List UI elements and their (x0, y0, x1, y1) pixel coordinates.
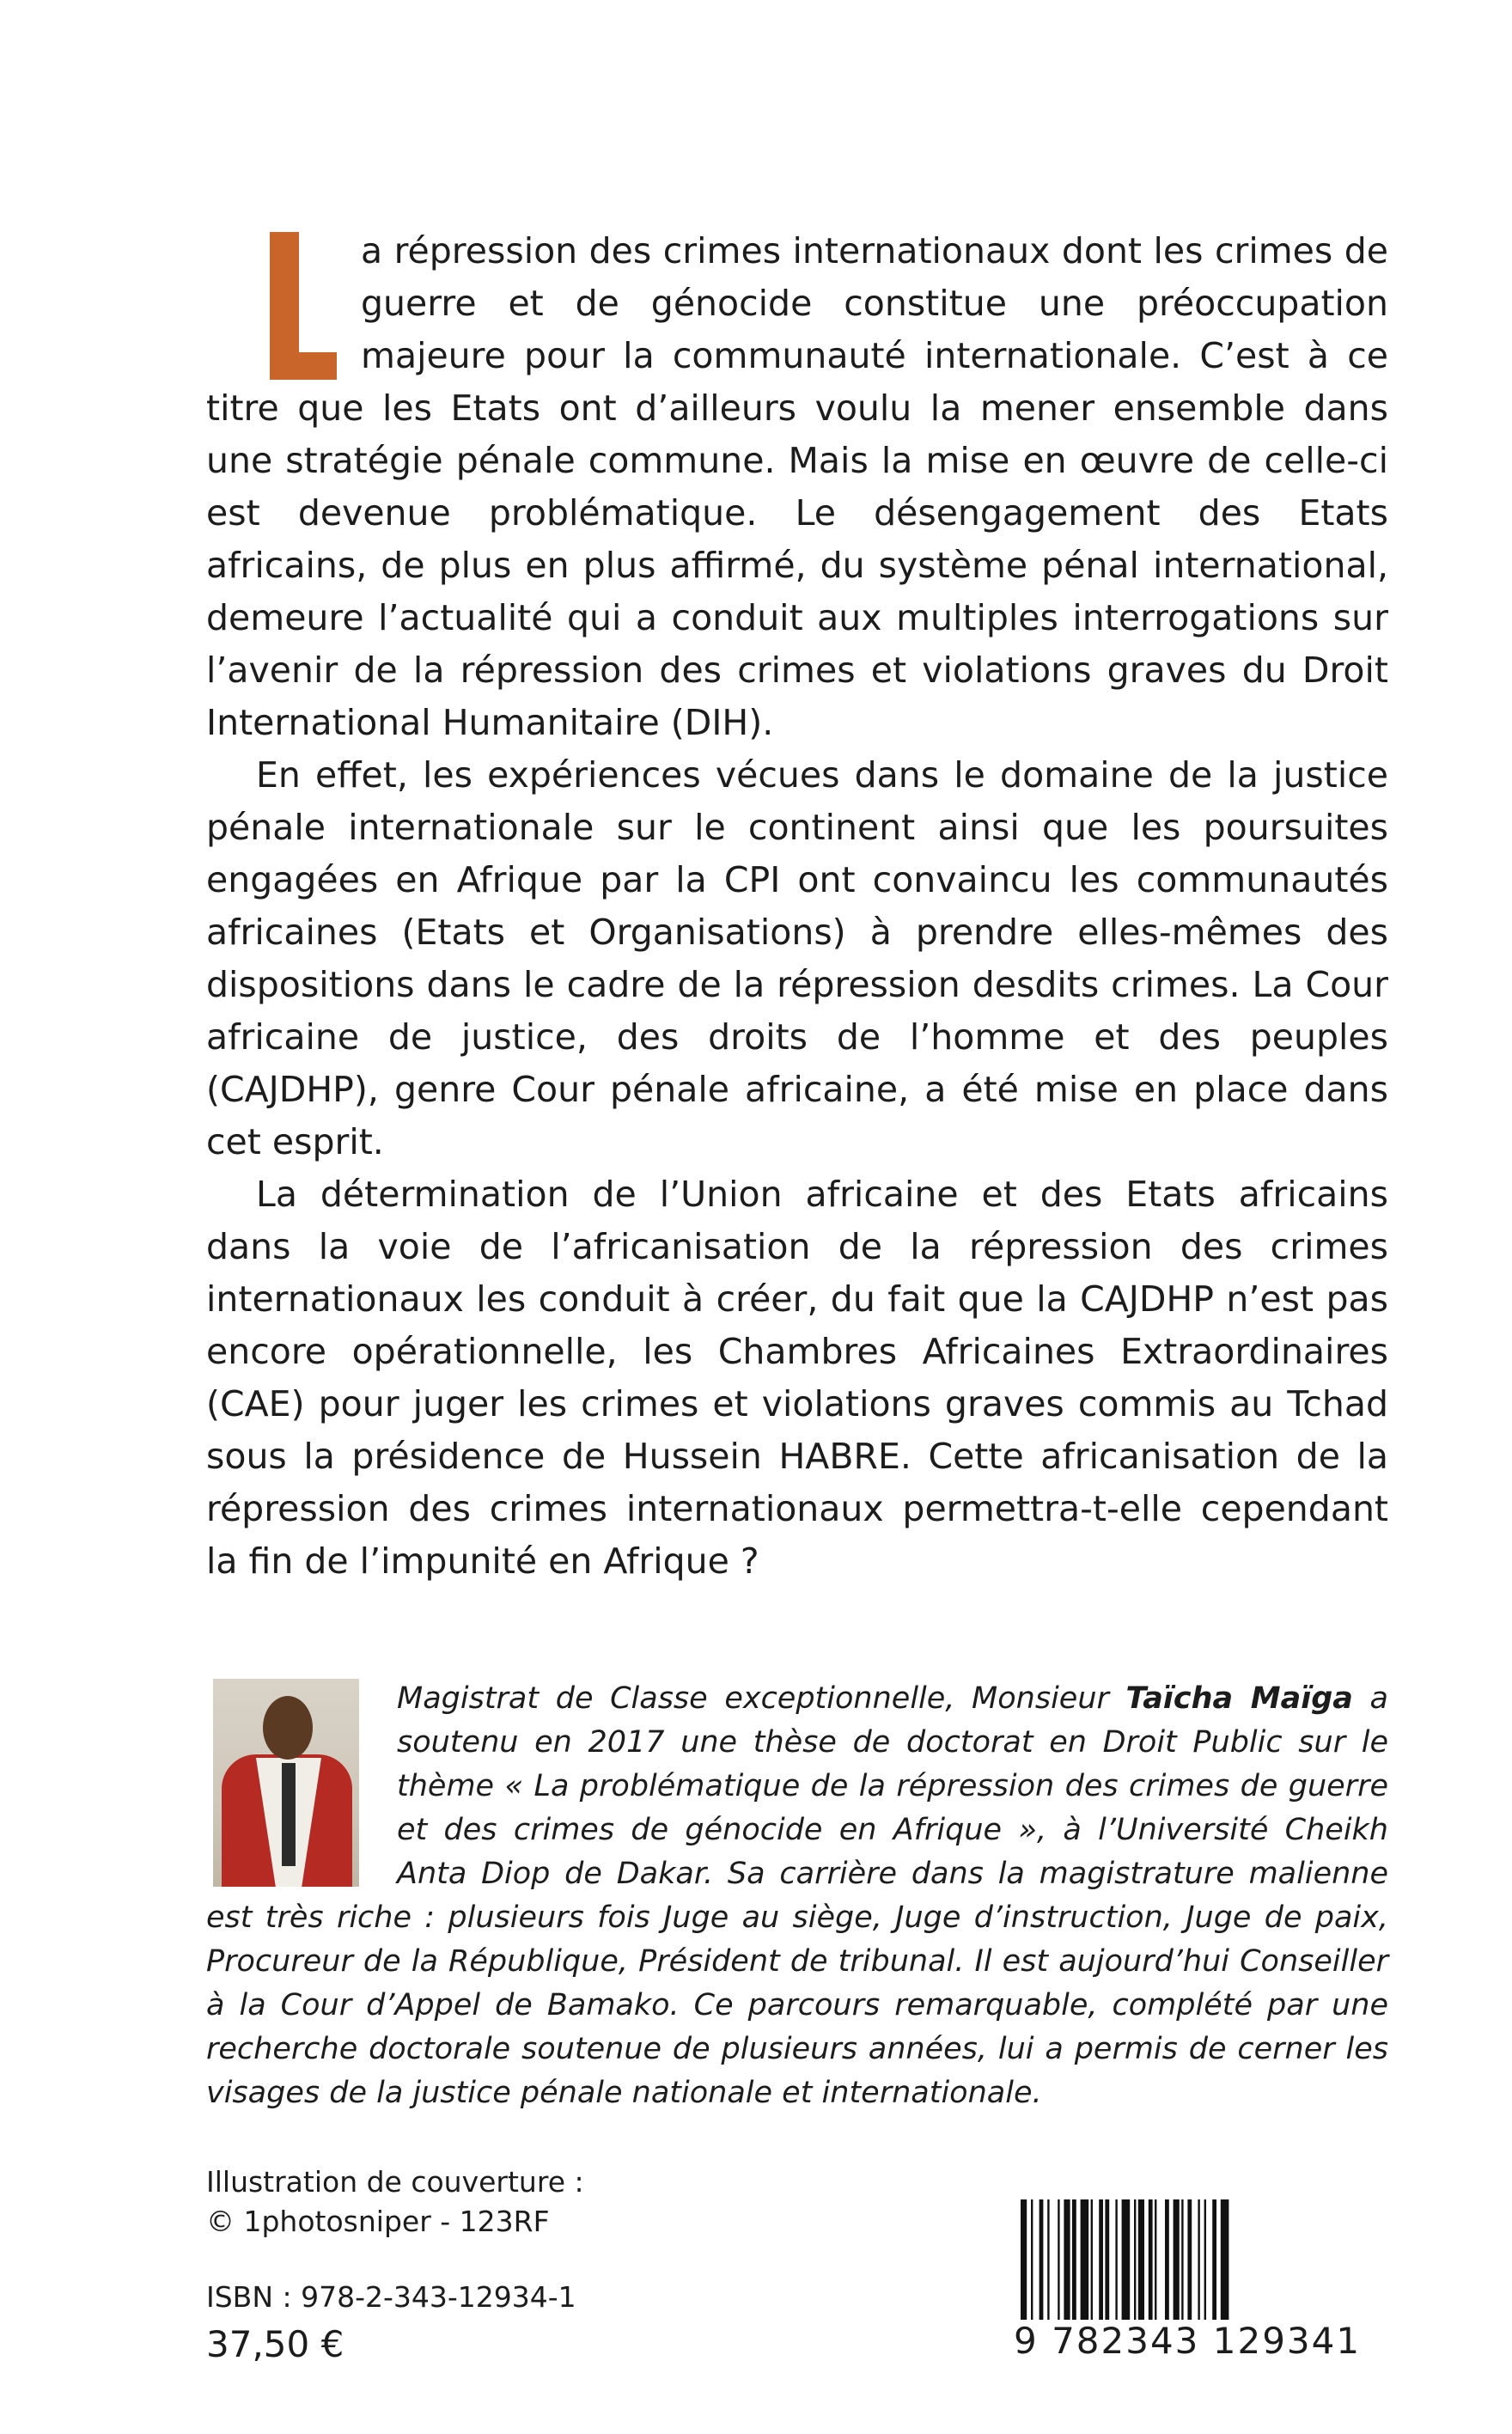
barcode-digits: 9 782343 129341 (1014, 2320, 1362, 2362)
author-name: Taïcha Maïga (1125, 1681, 1353, 1716)
isbn: ISBN : 978-2-343-12934-1 (206, 2280, 576, 2314)
price: 37,50 € (206, 2323, 344, 2365)
blurb (206, 225, 1388, 1588)
blurb-paragraph-1-text: a répression des crimes internationaux dont les crimes de guerre et de génocide constitue une préoccupation majeure pour la communauté internationale. C’est à ce titre que les Etats ont d’ailleurs voulu la mener ensemble dans une stratégie pénale commune. Mais la mise en œuvre de celle-ci est devenue problématique. Le désengagement des Etats africains, de plus en plus affirmé, du système pénal international, demeure l’actualité qui a conduit aux multiples interrogations sur l’avenir de la répression des crimes et violations graves du Droit International Humanitaire (DIH). (206, 230, 1388, 743)
author-bio (206, 1677, 1388, 2115)
illustration-credit: © 1photosniper - 123RF (206, 2205, 550, 2238)
author-bio-intro: Magistrat de Classe exceptionnelle, Monsieur (397, 1681, 1126, 1716)
dropcap-letter (270, 232, 337, 380)
author-photo (213, 1679, 359, 1887)
author-bio-text: a soutenu en 2017 une thèse de doctorat en Droit Public sur le thème « La problématique de la répression des crimes de guerre et des crimes de génocide en Afrique », à l’Université Cheikh Anta Diop de Dakar. Sa carrière dans la magistrature malienne est très riche : plusieurs fois Juge au siège, Juge d’instruction, Juge de paix, Procureur de la République, Président de tribunal. Il est aujourd’hui Conseiller à la Cour d’Appel de Bamako. Ce parcours remarquable, complété par une recherche doctorale soutenue de plusieurs années, lui a permis de cerner les visages de la justice pénale nationale et internationale. (206, 1681, 1389, 2110)
blurb-paragraph-2: En effet, les expériences vécues dans le domaine de la justice pénale internationale sur le continent ainsi que les poursuites engagées en Afrique par la CPI ont convaincu les communautés africaines (Etats et Organisations) à prendre elles-mêmes des dispositions dans le cadre de la répression desdits crimes. La Cour africaine de justice, des droits de l’homme et des peuples (CAJDHP), genre Cour pénale africaine, a été mise en place dans cet esprit. (206, 754, 1388, 1162)
blurb-paragraph-3: La détermination de l’Union africaine et des Etats africains dans la voie de l’africanisation de la répression des crimes internationaux les conduit à créer, du fait que la CAJDHP n’est pas encore opérationnelle, les Chambres Africaines Extraordinaires (CAE) pour juger les crimes et violations graves commis au Tchad sous la présidence de Hussein HABRE. Cette africanisation de la répression des crimes internationaux permettra-t-elle cependant la fin de l’impunité en Afrique ? (206, 1174, 1388, 1582)
illustration-credit-label: Illustration de couverture : (206, 2165, 584, 2199)
blurb-paragraph-1 (206, 225, 1388, 749)
